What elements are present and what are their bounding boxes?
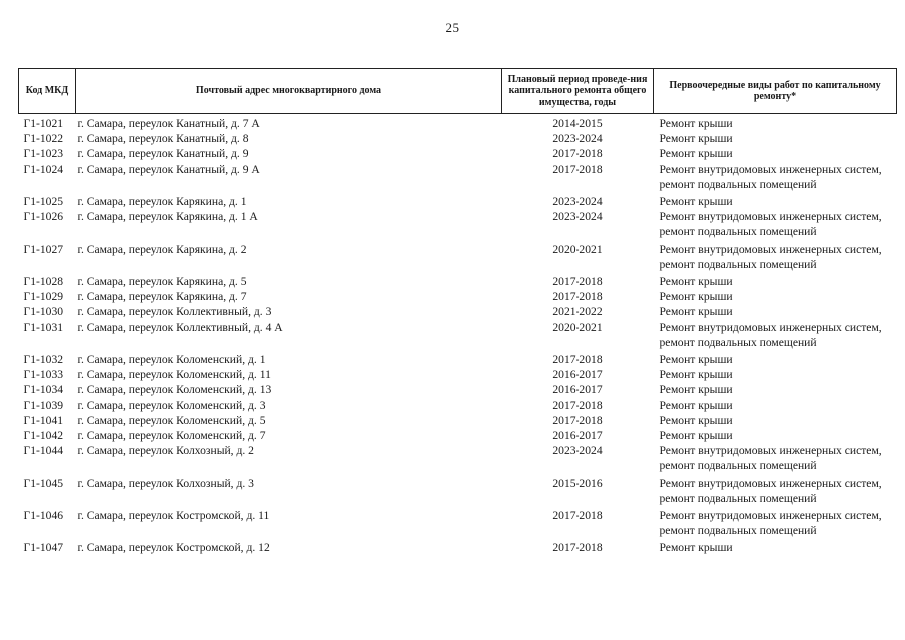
cell-works: Ремонт крыши xyxy=(659,195,733,209)
cell-code: Г1-1021 xyxy=(23,117,64,130)
cell-code: Г1-1039 xyxy=(23,398,64,412)
cell-code: Г1-1034 xyxy=(23,383,64,397)
cell-works: Ремонт крыши xyxy=(659,383,733,397)
cell-works: Ремонт внутридомовых инженерных систем, ремонт подвальных помещений xyxy=(659,509,882,538)
cell-code: Г1-1032 xyxy=(23,353,64,367)
cell-works: Ремонт внутридомовых инженерных систем, ремонт подвальных помещений xyxy=(659,476,882,505)
cell-period: 2023-2024 xyxy=(552,210,603,224)
cell-works: Ремонт крыши xyxy=(659,541,733,555)
cell-period: 2016-2017 xyxy=(552,368,603,382)
header-row xyxy=(19,69,897,114)
table-row xyxy=(19,382,897,397)
cell-period: 2023-2024 xyxy=(552,195,603,209)
table-row xyxy=(19,209,897,241)
table-row xyxy=(19,352,897,367)
cell-code: Г1-1047 xyxy=(23,541,64,555)
cell-works: Ремонт внутридомовых инженерных систем, ремонт подвальных помещений xyxy=(659,320,882,349)
header-period: Плановый период проведе-ния капитального ремонта общего имущества, годы xyxy=(502,69,654,114)
cell-address: г. Самара, переулок Коломенский, д. 3 xyxy=(77,398,266,412)
cell-address: г. Самара, переулок Карякина, д. 2 xyxy=(77,242,247,256)
cell-address: г. Самара, переулок Карякина, д. 5 xyxy=(77,275,247,289)
cell-address: г. Самара, переулок Костромской, д. 11 xyxy=(77,509,270,523)
table-row xyxy=(19,367,897,382)
table-row xyxy=(19,398,897,413)
table-row xyxy=(19,428,897,443)
cell-code: Г1-1045 xyxy=(23,476,64,490)
cell-works: Ремонт крыши xyxy=(659,398,733,412)
table-header xyxy=(19,69,897,114)
cell-address: г. Самара, переулок Канатный, д. 7 А xyxy=(77,117,260,130)
cell-code: Г1-1026 xyxy=(23,210,64,224)
cell-address: г. Самара, переулок Коломенский, д. 13 xyxy=(77,383,272,397)
table-row xyxy=(19,146,897,161)
cell-address: г. Самара, переулок Коломенский, д. 11 xyxy=(77,368,271,382)
cell-works: Ремонт внутридомовых инженерных систем, ремонт подвальных помещений xyxy=(659,444,882,473)
header-code: Код МКД xyxy=(19,69,76,114)
cell-works: Ремонт крыши xyxy=(659,368,733,382)
cell-address: г. Самара, переулок Карякина, д. 1 А xyxy=(77,210,258,224)
capital-repair-table xyxy=(18,68,897,556)
cell-works: Ремонт внутридомовых инженерных систем, ремонт подвальных помещений xyxy=(659,242,882,271)
cell-code: Г1-1044 xyxy=(23,444,64,458)
table-row xyxy=(19,194,897,209)
cell-works: Ремонт крыши xyxy=(659,429,733,443)
table-row xyxy=(19,131,897,146)
cell-period: 2016-2017 xyxy=(552,429,603,443)
cell-works: Ремонт внутридомовых инженерных систем, ремонт подвальных помещений xyxy=(659,210,882,239)
cell-works: Ремонт крыши xyxy=(659,117,733,130)
cell-code: Г1-1029 xyxy=(23,290,64,304)
cell-address: г. Самара, переулок Коломенский, д. 7 xyxy=(77,429,266,443)
cell-address: г. Самара, переулок Коллективный, д. 3 xyxy=(77,305,272,319)
table-row xyxy=(19,162,897,194)
cell-period: 2023-2024 xyxy=(552,132,603,146)
cell-code: Г1-1042 xyxy=(23,429,64,443)
table-row xyxy=(19,289,897,304)
cell-code: Г1-1041 xyxy=(23,413,64,427)
cell-period: 2017-2018 xyxy=(552,290,603,304)
cell-period: 2015-2016 xyxy=(552,476,603,490)
cell-period: 2017-2018 xyxy=(552,162,603,176)
table-row xyxy=(19,476,897,508)
cell-address: г. Самара, переулок Карякина, д. 7 xyxy=(77,290,247,304)
cell-address: г. Самара, переулок Колхозный, д. 3 xyxy=(77,476,254,490)
cell-address: г. Самара, переулок Канатный, д. 9 xyxy=(77,147,249,161)
cell-code: Г1-1027 xyxy=(23,242,64,256)
cell-code: Г1-1025 xyxy=(23,195,64,209)
cell-address: г. Самара, переулок Канатный, д. 8 xyxy=(77,132,249,146)
cell-code: Г1-1024 xyxy=(23,162,64,176)
cell-period: 2021-2022 xyxy=(552,305,603,319)
cell-code: Г1-1031 xyxy=(23,320,64,334)
cell-period: 2017-2018 xyxy=(552,541,603,555)
cell-code: Г1-1022 xyxy=(23,132,64,146)
cell-period: 2020-2021 xyxy=(552,242,603,256)
cell-period: 2016-2017 xyxy=(552,383,603,397)
table-row xyxy=(19,274,897,289)
header-address: Почтовый адрес многоквартирного дома xyxy=(76,69,502,114)
cell-works: Ремонт крыши xyxy=(659,353,733,367)
cell-address: г. Самара, переулок Канатный, д. 9 А xyxy=(77,162,260,176)
table-row xyxy=(19,508,897,540)
cell-period: 2017-2018 xyxy=(552,147,603,161)
cell-period: 2017-2018 xyxy=(552,398,603,412)
table-row xyxy=(19,540,897,555)
cell-code: Г1-1028 xyxy=(23,275,64,289)
cell-works: Ремонт внутридомовых инженерных систем, ремонт подвальных помещений xyxy=(659,162,882,191)
cell-period: 2017-2018 xyxy=(552,353,603,367)
table-row xyxy=(19,413,897,428)
cell-period: 2014-2015 xyxy=(552,117,603,130)
cell-period: 2017-2018 xyxy=(552,413,603,427)
cell-address: г. Самара, переулок Карякина, д. 1 xyxy=(77,195,247,209)
table-row xyxy=(19,443,897,475)
cell-works: Ремонт крыши xyxy=(659,290,733,304)
cell-period: 2023-2024 xyxy=(552,444,603,458)
table-row xyxy=(19,114,897,132)
cell-address: г. Самара, переулок Коломенский, д. 5 xyxy=(77,413,266,427)
cell-works: Ремонт крыши xyxy=(659,132,733,146)
cell-works: Ремонт крыши xyxy=(659,147,733,161)
table-body xyxy=(19,114,897,556)
cell-period: 2017-2018 xyxy=(552,275,603,289)
table-row xyxy=(19,320,897,352)
cell-works: Ремонт крыши xyxy=(659,305,733,319)
capital-repair-table-container xyxy=(18,68,896,556)
cell-period: 2020-2021 xyxy=(552,320,603,334)
header-works: Первоочередные виды работ по капитальному ремонту* xyxy=(654,69,897,114)
table-row xyxy=(19,304,897,319)
cell-works: Ремонт крыши xyxy=(659,413,733,427)
cell-code: Г1-1033 xyxy=(23,368,64,382)
cell-address: г. Самара, переулок Костромской, д. 12 xyxy=(77,541,270,555)
cell-address: г. Самара, переулок Колхозный, д. 2 xyxy=(77,444,254,458)
cell-code: Г1-1046 xyxy=(23,509,64,523)
cell-address: г. Самара, переулок Коллективный, д. 4 А xyxy=(77,320,283,334)
cell-code: Г1-1023 xyxy=(23,147,64,161)
cell-address: г. Самара, переулок Коломенский, д. 1 xyxy=(77,353,266,367)
cell-works: Ремонт крыши xyxy=(659,275,733,289)
cell-code: Г1-1030 xyxy=(23,305,64,319)
page-number: 25 xyxy=(445,20,460,35)
table-row xyxy=(19,242,897,274)
cell-period: 2017-2018 xyxy=(552,509,603,523)
